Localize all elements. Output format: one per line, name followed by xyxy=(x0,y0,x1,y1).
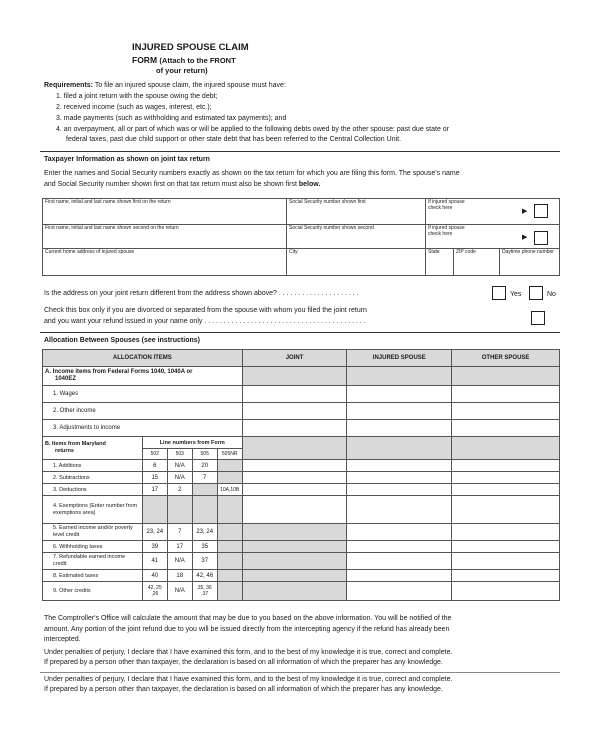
additions-label: 1. Additions xyxy=(43,460,143,472)
earned-income-502: 23, 24 xyxy=(142,524,167,541)
estimated-taxes-other[interactable] xyxy=(452,570,560,582)
subtractions-other[interactable] xyxy=(452,472,560,484)
earned-income-505nr xyxy=(217,524,242,541)
section-b-line1: B. Items from Maryland xyxy=(45,441,106,447)
other-cell xyxy=(452,367,560,386)
form-502: 502 xyxy=(142,449,167,460)
arrow-right-icon: ▶ xyxy=(521,234,528,241)
additions-other[interactable] xyxy=(452,460,560,472)
comptroller-note-2: amount. Any portion of the joint refund due to you will be issued directly from the intercepting agency if the refund has already been xyxy=(44,626,450,633)
joint-cell xyxy=(242,367,347,386)
wages-joint[interactable] xyxy=(242,386,347,403)
refundable-eic-joint xyxy=(242,553,347,570)
earned-income-other[interactable] xyxy=(452,524,560,541)
other-income-injured[interactable] xyxy=(347,403,452,420)
taxpayer-instructions-text: and Social Security number shown first on that tax return must also be shown first xyxy=(44,181,297,188)
estimated-taxes-label: 8. Estimated taxes xyxy=(43,570,143,582)
form-title-line2 xyxy=(132,55,236,65)
injured-cell xyxy=(347,367,452,386)
perjury-declaration-2: If prepared by a person other than taxpayer, the declaration is based on all information of which the preparer has any knowledge. xyxy=(44,659,443,666)
no-label: No xyxy=(547,291,556,298)
yes-label: Yes xyxy=(510,291,522,298)
wages-other[interactable] xyxy=(452,386,560,403)
additions-505nr xyxy=(217,460,242,472)
estimated-taxes-joint xyxy=(242,570,347,582)
other-credits-505: 35, 36 ,37 xyxy=(192,582,217,601)
additions-505: 20 xyxy=(192,460,217,472)
refundable-eic-503: N/A xyxy=(167,553,192,570)
divorced-checkbox[interactable] xyxy=(531,311,545,325)
withholding-502: 39 xyxy=(142,541,167,553)
taxpayer-instructions-bold: below. xyxy=(298,181,321,188)
allocation-heading: Allocation Between Spouses (see instructions) xyxy=(44,337,200,344)
deductions-505nr: 10A,10B xyxy=(217,484,242,496)
form-505nr: 505NR xyxy=(217,449,242,460)
subtractions-label: 2. Subtractions xyxy=(43,472,143,484)
refundable-eic-505: 37 xyxy=(192,553,217,570)
state-field[interactable]: State xyxy=(425,249,453,276)
address-no-checkbox[interactable] xyxy=(529,286,543,300)
joint-cell xyxy=(242,437,347,460)
deductions-other[interactable] xyxy=(452,484,560,496)
attach-note-2: of your return) xyxy=(156,66,208,75)
allocation-table xyxy=(42,349,560,601)
other-credits-label: 9. Other credits xyxy=(43,582,143,601)
form-505: 505 xyxy=(192,449,217,460)
additions-502: 6 xyxy=(142,460,167,472)
exemptions-502 xyxy=(142,496,167,524)
additions-injured[interactable] xyxy=(347,460,452,472)
deductions-label: 3. Deductions xyxy=(43,484,143,496)
estimated-taxes-505: 42, 46 xyxy=(192,570,217,582)
injured-spouse-1-checkbox[interactable] xyxy=(534,204,548,218)
adjustments-injured[interactable] xyxy=(347,420,452,437)
first-name-field[interactable]: First name, initial and last name shown first on the return xyxy=(43,199,287,225)
withholding-label: 6. Withholding taxes xyxy=(43,541,143,553)
requirement-4-cont: federal taxes, past due child support or other state debt that has been referred to the Central Collection Unit. xyxy=(66,136,402,143)
other-credits-other[interactable] xyxy=(452,582,560,601)
address-different-question: Is the address on your joint return different from the address shown above? . . . . . . . . . . . . . . . . . . . . . xyxy=(44,290,359,297)
withholding-505: 35 xyxy=(192,541,217,553)
form-503: 503 xyxy=(167,449,192,460)
deductions-503: 2 xyxy=(167,484,192,496)
additions-503: N/A xyxy=(167,460,192,472)
earned-income-505: 23, 24 xyxy=(192,524,217,541)
requirement-3: 3. made payments (such as withholding and estimated tax payments); and xyxy=(56,115,287,122)
refundable-eic-label: 7. Refundable earned income credit xyxy=(43,553,143,570)
refundable-eic-502: 41 xyxy=(142,553,167,570)
address-field[interactable]: Current home address of injured spouse xyxy=(43,249,287,276)
taxpayer-table xyxy=(42,198,560,276)
adjustments-label: 3. Adjustments to income xyxy=(43,420,243,437)
refundable-eic-505nr xyxy=(217,553,242,570)
deductions-injured[interactable] xyxy=(347,484,452,496)
deductions-502: 17 xyxy=(142,484,167,496)
col-other-spouse: OTHER SPOUSE xyxy=(452,350,560,367)
deductions-joint[interactable] xyxy=(242,484,347,496)
estimated-taxes-503: 18 xyxy=(167,570,192,582)
exemptions-505nr xyxy=(217,496,242,524)
perjury-declaration-repeat-2: If prepared by a person other than taxpayer, the declaration is based on all information of which the preparer has any knowledge. xyxy=(44,686,443,693)
subtractions-injured[interactable] xyxy=(347,472,452,484)
earned-income-503: 7 xyxy=(167,524,192,541)
section-a-line1: A. Income items from Federal Forms 1040, 1040A or xyxy=(45,369,193,375)
requirements-label: Requirements: xyxy=(44,82,94,89)
exemptions-505 xyxy=(192,496,217,524)
divorced-question-2: and you want your refund issued in your name only . . . . . . . . . . . . . . . . . . . . . . . . . . . . . . . . . . . . . . . . . . xyxy=(44,318,366,325)
other-credits-joint xyxy=(242,582,347,601)
adjustments-other[interactable] xyxy=(452,420,560,437)
taxpayer-instructions-2 xyxy=(44,181,320,188)
wages-label: 1. Wages xyxy=(43,386,243,403)
section-b-line2: returns xyxy=(55,448,74,454)
subtractions-502: 15 xyxy=(142,472,167,484)
section-a-heading xyxy=(43,367,243,386)
exemptions-other[interactable] xyxy=(452,496,560,524)
other-credits-injured[interactable] xyxy=(347,582,452,601)
requirement-4: 4. an overpayment, all or part of which was or will be applied to the following debts owed by the other spouse: past due state or xyxy=(56,126,450,133)
form-title: INJURED SPOUSE CLAIM xyxy=(132,42,249,53)
adjustments-joint[interactable] xyxy=(242,420,347,437)
withholding-other[interactable] xyxy=(452,541,560,553)
injured-spouse-2-cell xyxy=(425,225,559,249)
injured-spouse-2-checkbox[interactable] xyxy=(534,231,548,245)
divider xyxy=(40,332,560,333)
earned-income-joint xyxy=(242,524,347,541)
injured-spouse-1-cell xyxy=(425,199,559,225)
deductions-505 xyxy=(192,484,217,496)
other-income-other[interactable] xyxy=(452,403,560,420)
col-joint: JOINT xyxy=(242,350,347,367)
col-injured-spouse: INJURED SPOUSE xyxy=(347,350,452,367)
refundable-eic-other[interactable] xyxy=(452,553,560,570)
withholding-joint xyxy=(242,541,347,553)
exemptions-joint[interactable] xyxy=(242,496,347,524)
other-credits-503: N/A xyxy=(167,582,192,601)
estimated-taxes-502: 40 xyxy=(142,570,167,582)
exemptions-503 xyxy=(167,496,192,524)
section-a-line2: 1040EZ xyxy=(55,376,77,382)
ssn-first-field[interactable]: Social Security number shown first xyxy=(287,199,426,225)
other-credits-505nr xyxy=(217,582,242,601)
requirement-1: 1. filed a joint return with the spouse owing the debt; xyxy=(56,93,218,100)
comptroller-note-3: intercepted. xyxy=(44,636,81,643)
phone-field[interactable]: Daytime phone number xyxy=(499,249,559,276)
withholding-505nr xyxy=(217,541,242,553)
taxpayer-instructions: Enter the names and Social Security numbers exactly as shown on the tax return for which you are filing this form. The spouse's name xyxy=(44,170,460,177)
divider xyxy=(40,672,560,673)
subtractions-joint[interactable] xyxy=(242,472,347,484)
other-credits-502: 42, 25 ,26 xyxy=(142,582,167,601)
city-field[interactable]: City xyxy=(287,249,426,276)
earned-income-label: 5. Earned income and/or poverty level credit xyxy=(43,524,143,541)
withholding-injured[interactable] xyxy=(347,541,452,553)
col-allocation-items: ALLOCATION ITEMS xyxy=(43,350,243,367)
subtractions-505: 7 xyxy=(192,472,217,484)
injured-cell xyxy=(347,437,452,460)
earned-income-injured[interactable] xyxy=(347,524,452,541)
other-cell xyxy=(452,437,560,460)
other-income-joint[interactable] xyxy=(242,403,347,420)
injured-spouse-2-label-2: check here xyxy=(427,231,453,237)
estimated-taxes-injured[interactable] xyxy=(347,570,452,582)
refundable-eic-injured[interactable] xyxy=(347,553,452,570)
additions-joint[interactable] xyxy=(242,460,347,472)
estimated-taxes-505nr xyxy=(217,570,242,582)
wages-injured[interactable] xyxy=(347,386,452,403)
second-name-field[interactable]: First name, initial and last name shown second on the return xyxy=(43,225,287,249)
perjury-declaration: Under penalties of perjury, I declare that I have examined this form, and to the best of my knowledge it is true, correct and complete. xyxy=(44,649,453,656)
divorced-question: Check this box only if you are divorced or separated from the spouse with whom you filed the joint return xyxy=(44,307,367,314)
requirements-text: To file an injured spouse claim, the injured spouse must have: xyxy=(94,82,286,89)
injured-spouse-1-label: If injured spouse xyxy=(427,199,465,205)
exemptions-injured[interactable] xyxy=(347,496,452,524)
form-label: FORM xyxy=(132,55,158,65)
subtractions-505nr xyxy=(217,472,242,484)
section-b-heading xyxy=(43,437,143,460)
zip-field[interactable]: ZIP code xyxy=(453,249,499,276)
taxpayer-heading: Taxpayer Information as shown on joint tax return xyxy=(44,156,210,163)
injured-spouse-1-label-2: check here xyxy=(427,205,453,211)
requirement-2: 2. received income (such as wages, interest, etc.); xyxy=(56,104,212,111)
injured-spouse-2-label: If injured spouse xyxy=(427,225,465,231)
line-numbers-heading: Line numbers from Form xyxy=(142,437,242,449)
arrow-right-icon: ▶ xyxy=(521,208,528,215)
attach-note: (Attach to the FRONT xyxy=(159,56,236,65)
address-yes-checkbox[interactable] xyxy=(492,286,506,300)
subtractions-503: N/A xyxy=(167,472,192,484)
withholding-503: 17 xyxy=(167,541,192,553)
divider xyxy=(40,151,560,152)
comptroller-note: The Comptroller's Office will calculate the amount that may be due to you based on the above information. You will be notified of the xyxy=(44,615,452,622)
ssn-second-field[interactable]: Social Security number shown second xyxy=(287,225,426,249)
requirements-intro xyxy=(44,82,286,89)
other-income-label: 2. Other income xyxy=(43,403,243,420)
exemptions-label: 4. Exemptions (Enter number from exemptions area) xyxy=(43,496,143,524)
perjury-declaration-repeat: Under penalties of perjury, I declare that I have examined this form, and to the best of my knowledge it is true, correct and complete. xyxy=(44,676,453,683)
